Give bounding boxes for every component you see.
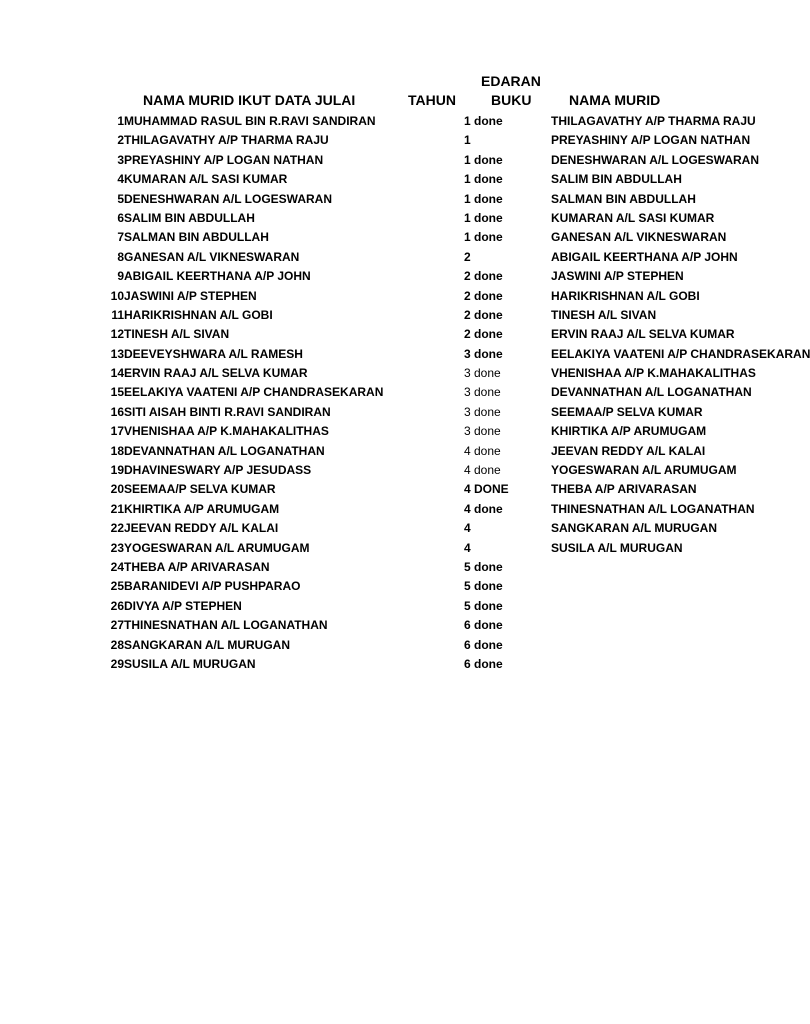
table-row [0, 112, 768, 131]
student-name: DIVYA A/P STEPHEN [124, 598, 242, 613]
row-number: 1 [117, 114, 124, 128]
header-nama-murid-2: NAMA MURID [569, 92, 661, 108]
student-name: KHIRTIKA A/P ARUMUGAM [124, 501, 280, 516]
table-row [0, 267, 768, 286]
student-name-2: ERVIN RAAJ A/L SELVA KUMAR [551, 327, 735, 342]
row-number: 13 [110, 346, 124, 361]
row-number: 15 [110, 385, 124, 400]
student-name: HARIKRISHNAN A/L GOBI [124, 307, 273, 322]
student-name-2: GANESAN A/L VIKNESWARAN [551, 230, 727, 245]
row-number: 19 [110, 463, 124, 478]
row-number: 24 [110, 559, 124, 574]
edaran-status: 4 [464, 521, 471, 536]
edaran-status: 2 done [464, 269, 503, 284]
edaran-status: 5 done [464, 598, 503, 613]
student-name: SALIM BIN ABDULLAH [124, 210, 255, 225]
table-row [0, 403, 768, 422]
student-name: JEEVAN REDDY A/L KALAI [124, 521, 279, 536]
header-edaran: EDARAN [481, 73, 541, 89]
student-name: MUHAMMAD RASUL BIN R.RAVI SANDIRAN [124, 114, 376, 128]
student-name-2: SANGKARAN A/L MURUGAN [551, 521, 717, 536]
student-name-2: YOGESWARAN A/L ARUMUGAM [551, 463, 737, 478]
student-name: THEBA A/P ARIVARASAN [124, 559, 270, 574]
row-number: 9 [117, 269, 124, 284]
student-name-2: KUMARAN A/L SASI KUMAR [551, 210, 715, 225]
student-name: ABIGAIL KEERTHANA A/P JOHN [124, 269, 311, 284]
student-name: ERVIN RAAJ A/L SELVA KUMAR [124, 366, 308, 381]
student-name: VHENISHAA A/P K.MAHAKALITHAS [124, 424, 329, 439]
table-row [0, 209, 768, 228]
row-number: 20 [110, 482, 124, 497]
table-row [0, 364, 768, 383]
student-name-2: SALIM BIN ABDULLAH [551, 172, 682, 187]
row-number: 4 [117, 172, 124, 187]
header-tahun: TAHUN [408, 92, 456, 108]
student-table [0, 112, 810, 674]
table-row [0, 480, 768, 499]
row-number: 6 [117, 210, 124, 225]
table-row [0, 539, 768, 558]
table-row [0, 383, 768, 402]
row-number: 25 [110, 579, 124, 594]
student-name: THILAGAVATHY A/P THARMA RAJU [124, 133, 329, 148]
student-name-2: THINESNATHAN A/L LOGANATHAN [551, 501, 755, 516]
edaran-status: 3 done [464, 385, 501, 400]
student-name: SANGKARAN A/L MURUGAN [124, 637, 290, 652]
table-row [0, 131, 768, 150]
student-name: SEEMAA/P SELVA KUMAR [124, 482, 276, 497]
student-name: DEVANNATHAN A/L LOGANATHAN [124, 443, 325, 458]
row-number: 5 [117, 191, 124, 206]
table-row [0, 325, 768, 344]
student-name-2: PREYASHINY A/P LOGAN NATHAN [551, 133, 751, 148]
student-name: EELAKIYA VAATENI A/P CHANDRASEKARAN [124, 385, 384, 400]
edaran-status: 2 done [464, 327, 503, 342]
header-nama-murid-julai: NAMA MURID IKUT DATA JULAI [143, 92, 356, 108]
student-name-2: SALMAN BIN ABDULLAH [551, 191, 696, 206]
row-number: 11 [111, 307, 124, 322]
student-name-2: SUSILA A/L MURUGAN [551, 540, 683, 555]
row-number: 16 [110, 404, 124, 419]
table-row [0, 306, 768, 325]
edaran-status: 1 done [464, 210, 503, 225]
student-name-2: THILAGAVATHY A/P THARMA RAJU [551, 114, 756, 128]
student-name-2: DENESHWARAN A/L LOGESWARAN [551, 152, 760, 167]
edaran-status: 3 done [464, 366, 501, 381]
student-name-2: TINESH A/L SIVAN [551, 307, 657, 322]
edaran-status: 5 done [464, 579, 503, 594]
student-name: SUSILA A/L MURUGAN [124, 656, 256, 671]
student-name: SITI AISAH BINTI R.RAVI SANDIRAN [124, 404, 331, 419]
edaran-status: 1 done [464, 230, 503, 245]
edaran-status: 2 done [464, 307, 503, 322]
student-name: DEEVEYSHWARA A/L RAMESH [124, 346, 303, 361]
edaran-status: 1 [464, 133, 471, 148]
student-name: BARANIDEVI A/P PUSHPARAO [124, 579, 301, 594]
student-name-2: ABIGAIL KEERTHANA A/P JOHN [551, 249, 738, 264]
table-row [0, 577, 768, 596]
student-name: DHAVINESWARY A/P JESUDASS [124, 463, 312, 478]
row-number: 12 [110, 327, 124, 342]
student-name-2: JEEVAN REDDY A/L KALAI [551, 443, 706, 458]
student-name: TINESH A/L SIVAN [124, 327, 230, 342]
student-name-2: JASWINI A/P STEPHEN [551, 269, 684, 284]
table-row [0, 558, 768, 577]
table-row [0, 248, 768, 267]
row-number: 27 [110, 618, 124, 633]
edaran-status: 3 done [464, 404, 501, 419]
student-name: PREYASHINY A/P LOGAN NATHAN [124, 152, 324, 167]
row-number: 21 [110, 501, 124, 516]
table-row [0, 519, 768, 538]
edaran-status: 4 done [464, 501, 503, 516]
row-number: 8 [117, 249, 124, 264]
edaran-status: 6 done [464, 656, 503, 671]
student-name: GANESAN A/L VIKNESWARAN [124, 249, 300, 264]
edaran-status: 4 [464, 540, 471, 555]
edaran-status: 5 done [464, 559, 503, 574]
table-row [0, 616, 768, 635]
edaran-status: 6 done [464, 637, 503, 652]
table-row [0, 636, 768, 655]
edaran-status: 6 done [464, 618, 503, 633]
edaran-status: 4 done [464, 443, 501, 458]
row-number: 28 [110, 637, 124, 652]
student-name: DENESHWARAN A/L LOGESWARAN [124, 191, 333, 206]
row-number: 22 [110, 521, 124, 536]
student-name: JASWINI A/P STEPHEN [124, 288, 257, 303]
student-name: THINESNATHAN A/L LOGANATHAN [124, 618, 328, 633]
edaran-status: 1 done [464, 114, 503, 128]
edaran-status: 1 done [464, 172, 503, 187]
student-name-2: SEEMAA/P SELVA KUMAR [551, 404, 703, 419]
student-name-2: KHIRTIKA A/P ARUMUGAM [551, 424, 707, 439]
table-row [0, 287, 768, 306]
table-row [0, 151, 768, 170]
table-row [0, 228, 768, 247]
student-name-2: EELAKIYA VAATENI A/P CHANDRASEKARAN [551, 346, 810, 361]
table-row [0, 655, 768, 674]
table-row [0, 597, 768, 616]
edaran-status: 1 done [464, 152, 503, 167]
row-number: 23 [110, 540, 124, 555]
row-number: 26 [110, 598, 124, 613]
table-row [0, 442, 768, 461]
edaran-status: 3 done [464, 346, 503, 361]
student-name-2: VHENISHAA A/P K.MAHAKALITHAS [551, 366, 756, 381]
table-row [0, 345, 810, 364]
edaran-status: 2 done [464, 288, 503, 303]
edaran-status: 4 done [464, 463, 501, 478]
edaran-status: 3 done [464, 424, 501, 439]
edaran-status: 4 DONE [464, 482, 509, 497]
student-name-2: HARIKRISHNAN A/L GOBI [551, 288, 700, 303]
row-number: 7 [117, 230, 124, 245]
table-row [0, 190, 768, 209]
student-name: SALMAN BIN ABDULLAH [124, 230, 269, 245]
row-number: 29 [110, 656, 124, 671]
student-name: KUMARAN A/L SASI KUMAR [124, 172, 288, 187]
student-name-2: THEBA A/P ARIVARASAN [551, 482, 697, 497]
row-number: 14 [110, 366, 124, 381]
row-number: 18 [110, 443, 124, 458]
header-buku: BUKU [491, 92, 532, 108]
row-number: 3 [117, 152, 124, 167]
table-row [0, 500, 768, 519]
row-number: 2 [117, 133, 124, 148]
edaran-status: 1 done [464, 191, 503, 206]
table-row [0, 422, 768, 441]
student-name-2: DEVANNATHAN A/L LOGANATHAN [551, 385, 752, 400]
student-name: YOGESWARAN A/L ARUMUGAM [124, 540, 310, 555]
table-row [0, 461, 768, 480]
row-number: 17 [110, 424, 124, 439]
table-row [0, 170, 768, 189]
edaran-status: 2 [464, 249, 471, 264]
row-number: 10 [110, 288, 124, 303]
